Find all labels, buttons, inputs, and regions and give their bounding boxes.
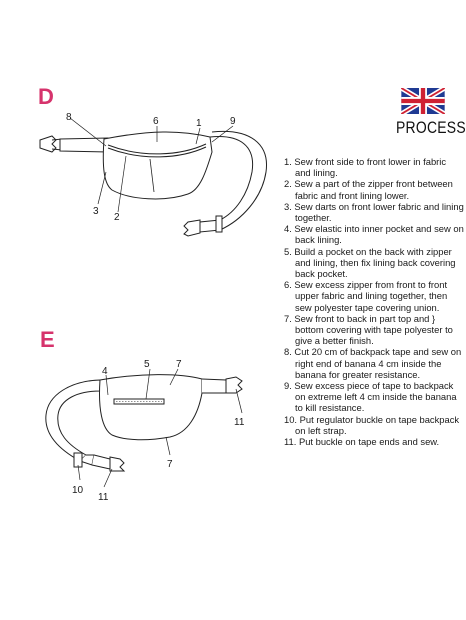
callout-2: 2	[114, 212, 120, 223]
right-buckle	[226, 377, 242, 393]
callout-5: 5	[144, 359, 150, 370]
step-item: 8. Cut 20 cm of backpack tape and sew on right end of banana 4 cm inside the banana for greater resistance.	[284, 346, 462, 380]
step-item: 1. Sew front side to front lower in fabric and lining.	[284, 156, 447, 179]
callout-11-left: 11	[98, 492, 109, 503]
left-end-buckle	[110, 457, 124, 471]
left-strap	[60, 138, 108, 152]
callout-11-right: 11	[234, 417, 245, 428]
step-item: 5. Build a pocket on the back with zipper and lining, then fix lining back covering back pocket.	[284, 245, 456, 280]
step-item: 6. Sew excess zipper from front to front upper fabric and lining together, then sew polyester tape covering union.	[284, 279, 448, 313]
step-item: 11. Put buckle on tape ends and sew.	[284, 436, 440, 448]
step-item: 10. Put regulator buckle on tape backpack on left strap.	[284, 413, 460, 436]
callout-9: 9	[230, 116, 236, 127]
left-strap-loop	[46, 380, 100, 461]
callout-10: 10	[72, 485, 84, 496]
callout-3: 3	[93, 206, 99, 217]
step-item: 4. Sew elastic into inner pocket and sew on back lining.	[284, 223, 464, 246]
right-strap-e	[202, 379, 226, 393]
diagram-d	[30, 112, 290, 252]
callout-7-top: 7	[176, 359, 182, 370]
section-letter-e: E	[40, 327, 55, 352]
step-item: 7. Sew front to back in part top and } bottom covering with tape polyester to give a better finish.	[284, 312, 453, 347]
step-item: 3. Sew darts on front lower fabric and lining together.	[284, 200, 464, 224]
regulator-buckle-e	[74, 453, 82, 467]
callout-1: 1	[196, 118, 202, 129]
callout-8: 8	[66, 112, 72, 123]
process-steps-list	[284, 156, 464, 447]
diagram-e	[30, 355, 270, 505]
bag-body	[103, 132, 212, 199]
process-heading: PROCESS	[396, 118, 466, 137]
step-item: 9. Sew excess piece of tape to backpack on extreme left 4 cm inside the banana to kill resistance.	[284, 380, 457, 414]
callout-6: 6	[153, 116, 159, 127]
section-letter-d: D	[38, 84, 54, 109]
right-strap	[210, 131, 267, 230]
regulator-buckle-d	[216, 216, 222, 232]
union-jack-flag-icon	[401, 88, 445, 114]
bottom-buckle	[184, 220, 200, 236]
bag-body-back	[100, 375, 203, 440]
callout-7-bottom: 7	[167, 459, 173, 470]
step-item: 2. Sew a part of the zipper front between fabric and front lining lower.	[284, 178, 453, 201]
callout-4: 4	[102, 366, 108, 377]
